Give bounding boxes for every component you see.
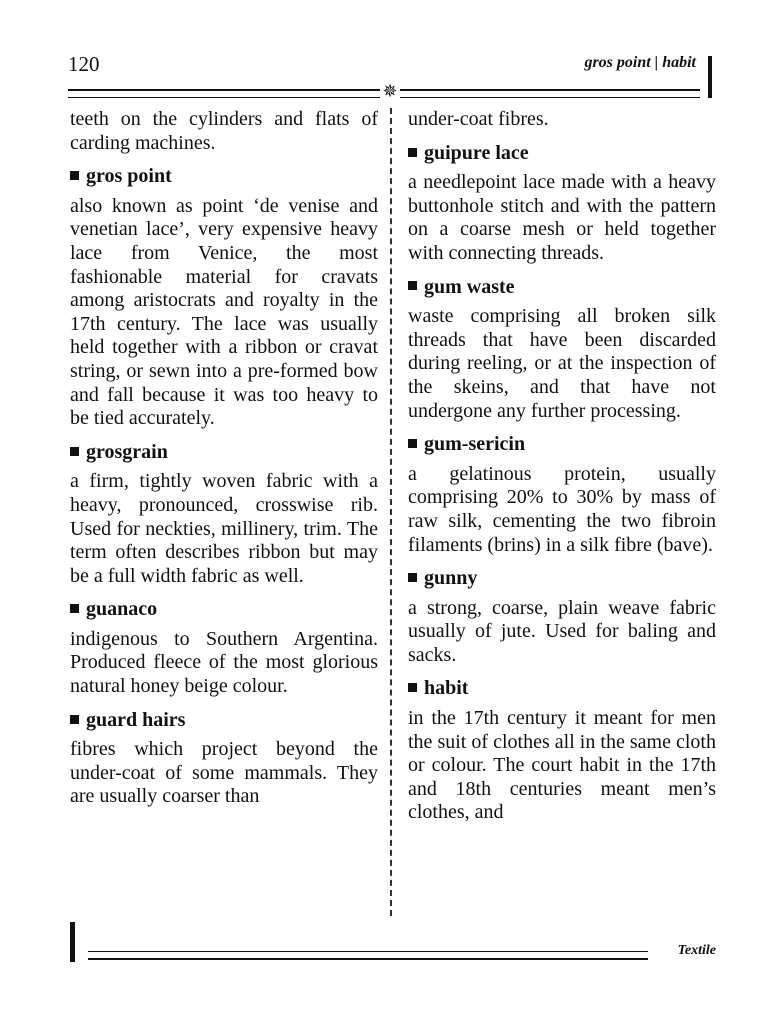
entry-term-text: guard hairs	[86, 708, 186, 731]
entry-term	[408, 677, 716, 701]
entry-term	[408, 142, 716, 166]
entry-term	[408, 433, 716, 457]
left-column	[70, 108, 378, 819]
running-head: gros point | habit	[584, 54, 696, 71]
header-bar	[708, 56, 712, 98]
bullet-square-icon	[70, 171, 79, 180]
entry-term-text: gunny	[424, 567, 478, 590]
bullet-square-icon	[70, 447, 79, 456]
entry-definition: a strong, coarse, plain weave fabric usually of jute. Used for baling and sacks.	[408, 596, 716, 666]
entry-term	[408, 276, 716, 300]
entry-term	[408, 567, 716, 591]
entry-term	[70, 709, 378, 733]
entry-term	[70, 165, 378, 189]
bullet-square-icon	[70, 715, 79, 724]
footer-label: Textile	[677, 943, 716, 958]
bullet-square-icon	[408, 573, 417, 582]
entry-term-text: grosgrain	[86, 440, 168, 463]
entry-term-text: gum waste	[424, 275, 515, 298]
entry-definition: indigenous to Southern Argentina. Produced fleece of the most glorious natural honey beige colour.	[70, 627, 378, 698]
entry-term	[70, 441, 378, 465]
bullet-square-icon	[70, 604, 79, 613]
entry-definition: in the 17th century it meant for men the suit of clothes all in the same cloth or colour. The court habit in the 17th and 18th centuries meant men’s clothes, and	[408, 707, 716, 824]
bullet-square-icon	[408, 148, 417, 157]
column-divider	[390, 108, 392, 916]
bullet-square-icon	[408, 439, 417, 448]
footer-bar	[70, 922, 75, 962]
entry-term-text: gum-sericin	[424, 433, 526, 456]
entry-definition: a firm, tightly woven fabric with a heavy, pronounced, crosswise rib. Used for neckties, millinery, trim. The term often describes ribbon but may be a full width fabric as well.	[70, 470, 378, 587]
bullet-square-icon	[408, 281, 417, 290]
entry-term-text: gros point	[86, 165, 172, 188]
entry-term-text: guipure lace	[424, 141, 529, 164]
page-number: 120	[68, 52, 100, 76]
ornament-icon: ✵	[380, 80, 400, 102]
entry-term-text: guanaco	[86, 598, 158, 621]
entry-definition: also known as point ‘de venise and venetian lace’, very expensive heavy lace from Venice, the most fashionable material for cravats among aristocrats and royalty in the 17th century. The lace was usually held together with a ribbon or cravat string, or sewn into a pre-formed bow and fall because it was too heavy to be tied accurately.	[70, 194, 378, 430]
entry-definition: waste comprising all broken silk threads that have been discarded during reeling, or at the inspection of the skeins, and that have not undergone any further processing.	[408, 305, 716, 422]
right-continuation-text: under-coat fibres.	[408, 108, 549, 130]
entry-term-text: habit	[424, 677, 469, 700]
left-continuation-text: teeth on the cylinders and flats of carding machines.	[70, 108, 378, 154]
footer-rule	[88, 951, 648, 960]
entry-term	[70, 598, 378, 622]
entry-definition: fibres which project beyond the under-coat of some mammals. They are usually coarser than	[70, 738, 378, 808]
bullet-square-icon	[408, 683, 417, 692]
entry-definition: a gelatinous protein, usually comprising 20% to 30% by mass of raw silk, cementing the two fibroin filaments (brins) in a silk fibre (bave).	[408, 462, 716, 556]
entry-definition: a needlepoint lace made with a heavy buttonhole stitch and with the pattern on a coarse mesh or held together with connecting threads.	[408, 171, 716, 264]
right-column	[408, 108, 716, 835]
